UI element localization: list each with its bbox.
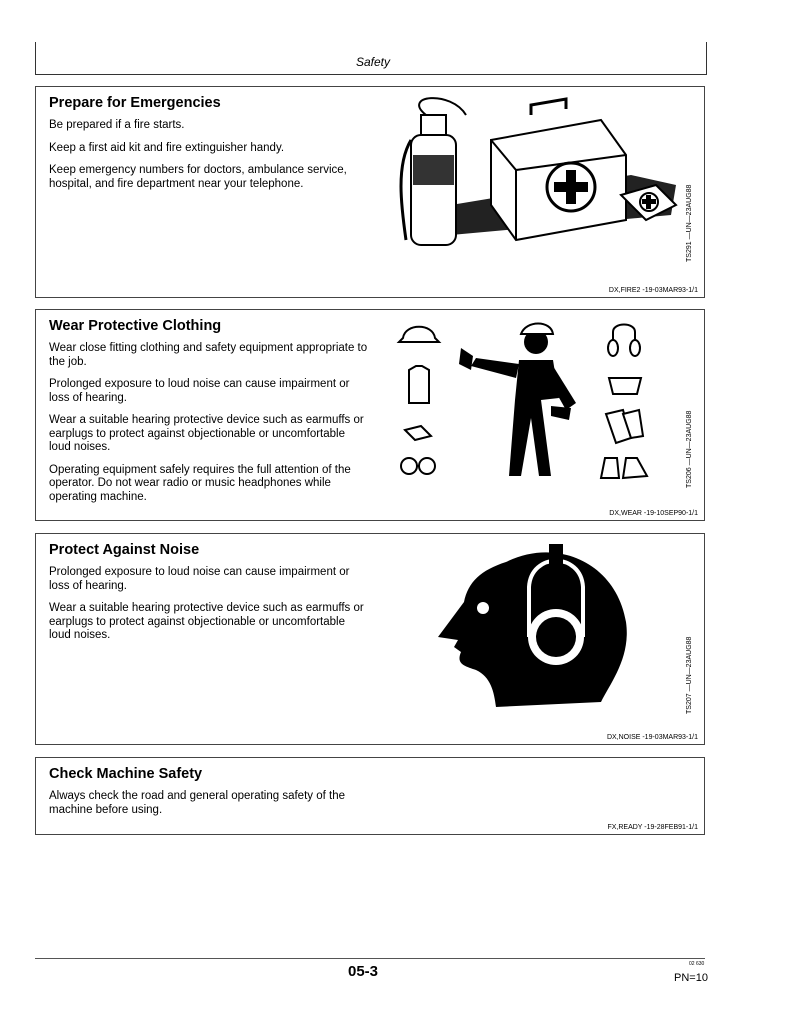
section-prepare-for-emergencies <box>35 86 705 298</box>
paragraph: Wear close fitting clothing and safety equipment appropriate to the job. <box>49 342 368 368</box>
footer-divider <box>35 958 705 959</box>
section-title: Prepare for Emergencies <box>49 95 221 111</box>
section-body <box>49 566 369 652</box>
paragraph: Wear a suitable hearing protective device such as earmuffs or earplugs to protect against objectionable or uncomfortable loud noises. <box>49 602 364 641</box>
section-title: Protect Against Noise <box>49 542 200 558</box>
hearing-protection-head-illustration <box>436 542 646 717</box>
figure-code: TS291 —UN—23AUG88 <box>686 184 693 262</box>
reference-code: FX,READY -19-28FEB91-1/1 <box>607 824 698 831</box>
section-title: Check Machine Safety <box>49 766 203 782</box>
paragraph: Keep a first aid kit and fire extinguisher handy. <box>49 141 285 154</box>
paragraph: Prolonged exposure to loud noise can cause impairment or loss of hearing. <box>49 378 350 404</box>
footer-code: 02 630 <box>689 961 705 967</box>
reference-code: DX,FIRE2 -19-03MAR93-1/1 <box>608 287 698 294</box>
section-wear-protective-clothing <box>35 309 705 521</box>
paragraph: Keep emergency numbers for doctors, ambulance service, hospital, and fire department near your telephone. <box>49 164 347 190</box>
header-title: Safety <box>355 55 390 69</box>
paragraph: Be prepared if a fire starts. <box>49 119 185 131</box>
paragraph: Prolonged exposure to loud noise can cause impairment or loss of hearing. <box>49 566 350 592</box>
page-pn: PN=10 <box>674 972 708 984</box>
page-header <box>35 42 707 75</box>
reference-code: DX,NOISE -19-03MAR93-1/1 <box>606 734 698 741</box>
section-protect-against-noise <box>35 533 705 745</box>
section-body <box>49 119 369 200</box>
section-body <box>49 342 369 513</box>
paragraph: Wear a suitable hearing protective device such as earmuffs or earplugs to protect against objectionable or uncomfortable loud noises. <box>49 414 364 453</box>
section-title: Wear Protective Clothing <box>49 318 222 334</box>
figure-code: TS207 —UN—23AUG88 <box>686 636 693 714</box>
figure-code: TS206 —UN—23AUG88 <box>686 410 693 488</box>
paragraph: Always check the road and general operating safety of the machine before using. <box>49 790 345 816</box>
paragraph: Operating equipment safely requires the full attention of the operator. Do not wear radio or music headphones while operating machine. <box>49 463 351 503</box>
section-check-machine-safety <box>35 757 705 835</box>
section-body <box>49 790 369 826</box>
fire-extinguisher-first-aid-kit-illustration <box>391 95 691 255</box>
page-number: 05-3 <box>348 963 379 980</box>
reference-code: DX,WEAR -19-10SEP90-1/1 <box>609 510 698 517</box>
protective-clothing-illustration <box>391 318 661 488</box>
